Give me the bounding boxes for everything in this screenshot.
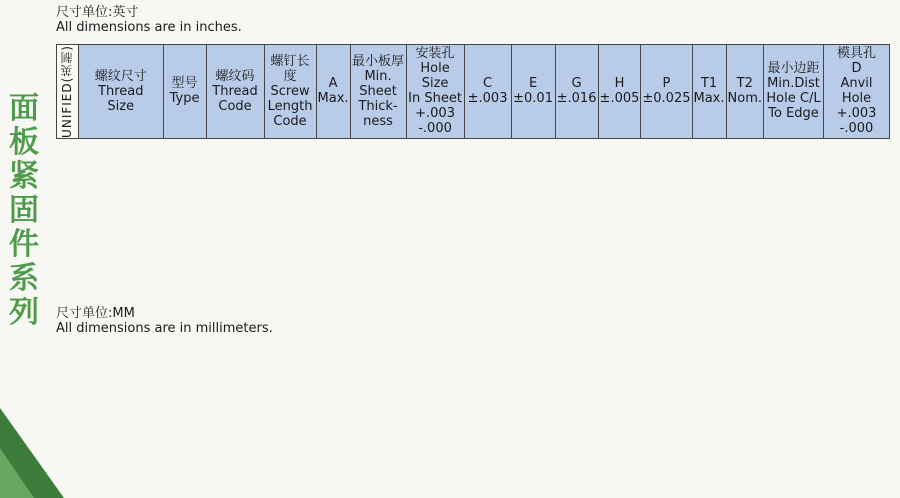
unified-header-p-line: P [662,76,671,92]
unified-header-c-line: C [483,76,493,92]
unified-band-label [57,45,79,139]
unified-header-length-line: Length [267,98,313,114]
unified-header-dist [764,45,824,139]
unified-header-length-line: 螺钉长度 [270,53,310,84]
unified-header-dist-line: Min.Dist [767,76,820,92]
side-title-char: 件 [9,227,39,262]
unified-header-hole-line: 安装孔 [415,46,455,62]
side-title-char: 固 [9,193,39,228]
unified-header-type [163,45,206,139]
metric-unit-cn: 尺寸单位:MM [56,306,135,321]
unified-header-code-line: 螺纹码 [215,68,255,84]
unified-header-t1-line: Max. [693,91,725,107]
unified-band-text: UNIFIED(英制) [60,45,74,138]
unified-header-sheet-line: Sheet [359,83,397,99]
side-title-char: 列 [9,295,39,330]
unified-header-sheet-line: Min. [364,68,392,84]
unified-spec-table [56,44,890,139]
unified-header-h [598,45,641,139]
unified-header-thread [79,45,164,139]
unified-header-dist-line: 最小边距 [767,61,820,77]
side-title-char: 紧 [9,159,39,194]
unified-header-p [641,45,692,139]
unified-header-h-line: H [614,76,625,92]
unified-header-code [206,45,264,139]
unified-header-dist-line: To Edge [768,106,819,122]
unified-header-anvil-line: 模具孔 [836,46,876,62]
metric-unit-caption [56,306,273,336]
side-title-char: 系 [9,261,39,296]
unified-header-thread-line: Thread [98,83,144,99]
corner-decoration-inner [0,448,34,498]
unified-unit-caption [56,5,242,35]
unified-header-e-line: E [528,76,538,92]
unified-header-t2-line: Nom. [727,91,762,107]
unified-header-sheet-line: Thick- [358,98,398,114]
unified-header-hole-line: Hole Size [420,61,450,92]
unified-header-e-line: ±0.01 [513,91,553,107]
unified-header-dist-line: Hole C/L [766,91,821,107]
unified-header-c-line: ±.003 [467,91,508,107]
side-title [4,92,44,330]
unified-header-anvil-line: D [851,61,862,77]
unified-header-type-line: Type [169,91,200,107]
side-title-char: 面 [9,91,39,126]
unified-header-type-line: 型号 [171,76,198,92]
unified-header-sheet-line: 最小板厚 [352,53,405,69]
unified-header-code-line: Code [218,98,252,114]
unified-header-g [555,45,598,139]
unified-header-length-line: Screw [270,83,310,99]
unified-header-g-line: ±.016 [556,91,597,107]
unified-header-hole-line: +.003 [415,106,455,122]
unified-header-t1 [692,45,726,139]
unified-header-anvil-line: +.003 [836,106,877,122]
unified-header-hole-line: In Sheet [408,91,462,107]
side-title-char: 板 [9,125,39,160]
unified-header-sheet [350,45,406,139]
unified-header-a [316,45,350,139]
unified-header-c [464,45,511,139]
unified-unit-cn: 尺寸单位:英寸 [56,5,139,20]
unified-header-e [511,45,555,139]
unified-header-anvil [824,45,890,139]
unified-header-anvil-line: -.000 [839,121,874,137]
unified-header-code-line: Thread [212,83,258,99]
metric-unit-en: All dimensions are in millimeters. [56,321,273,336]
unified-header-hole-line: -.000 [418,121,452,137]
unified-header-thread-line: 螺纹尺寸 [94,68,147,84]
unified-header-g-line: G [571,76,582,92]
unified-header-length-line: Code [273,113,307,129]
unified-header-t1-line: T1 [700,76,718,92]
unified-header-t2-line: T2 [736,76,753,92]
unified-header-sheet-line: ness [363,113,393,129]
unified-header-a-line: Max. [317,91,349,107]
unified-header-h-line: ±.005 [599,91,640,107]
unified-header-p-line: ±0.025 [642,91,691,107]
unified-header-length [264,45,316,139]
unified-header-a-line: A [328,76,338,92]
unified-header-t2 [726,45,763,139]
unified-header-anvil-line: Anvil Hole [840,76,873,107]
unified-header-thread-line: Size [107,98,135,114]
unified-header-hole [406,45,464,139]
unified-unit-en: All dimensions are in inches. [56,20,242,35]
